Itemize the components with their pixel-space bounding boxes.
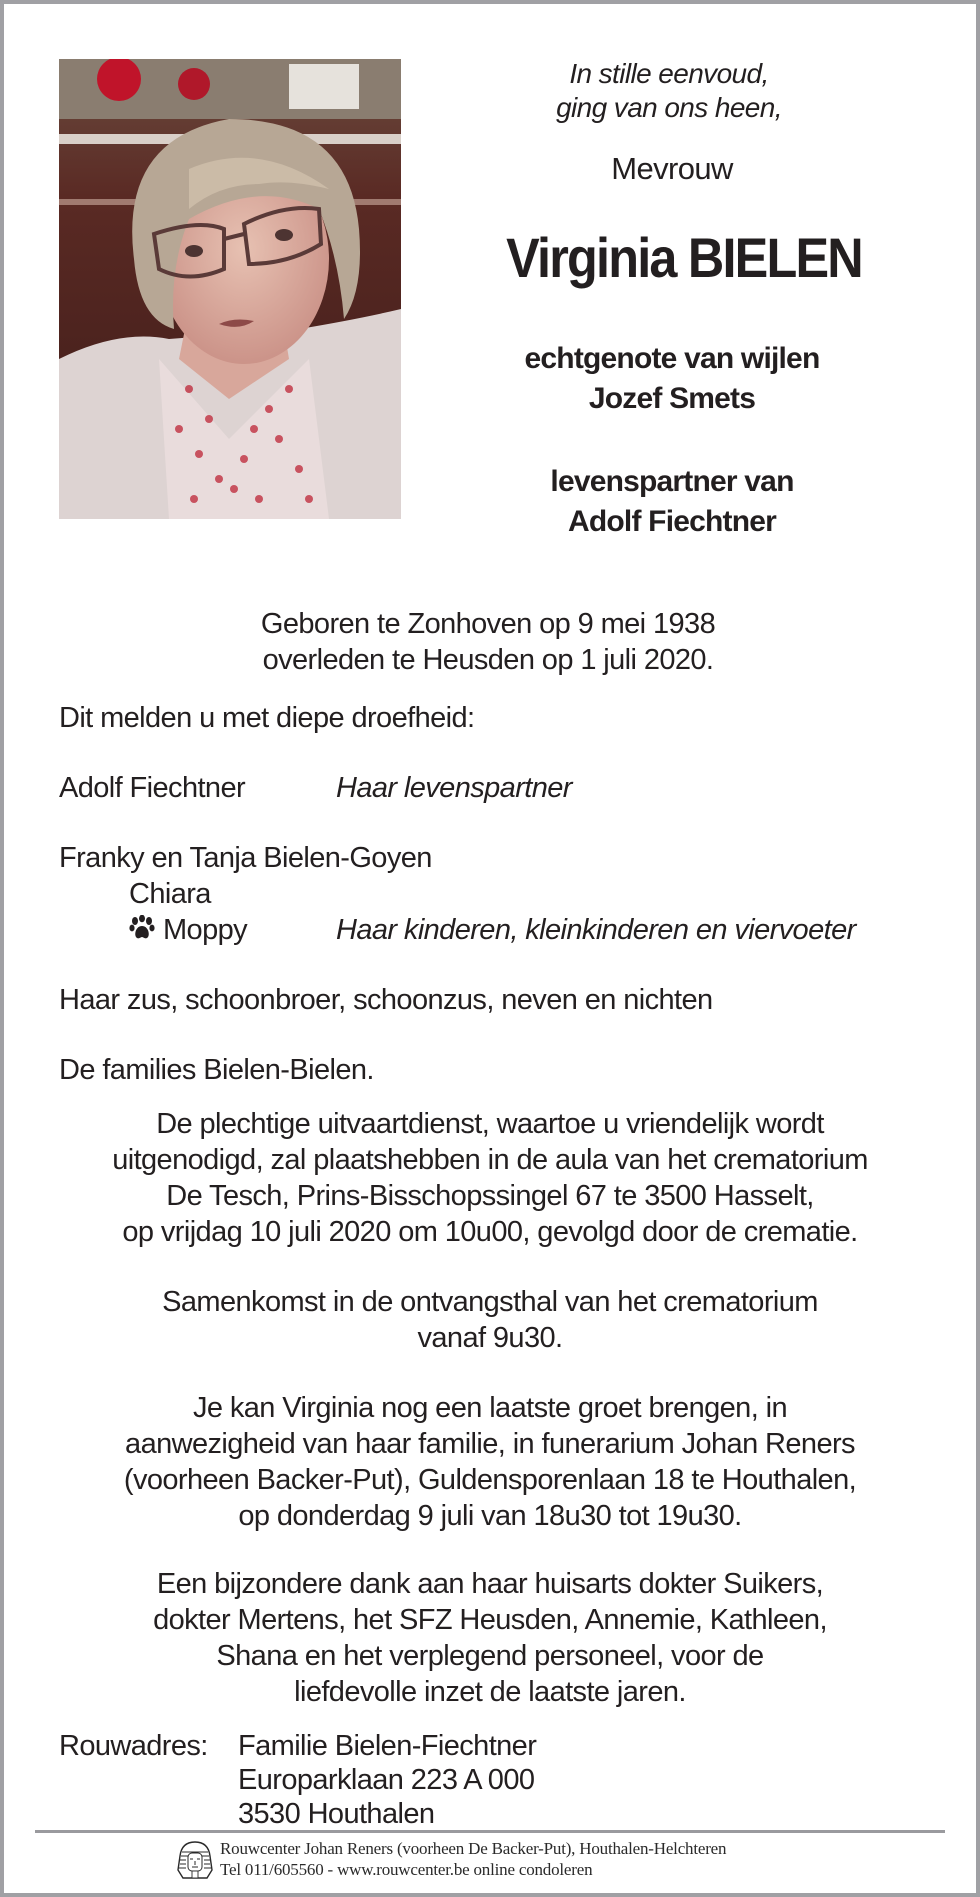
footer-line-2: Tel 011/605560 - www.rouwcenter.be online condoleren	[220, 1860, 593, 1879]
portrait-photo	[59, 59, 401, 519]
gathering-paragraph	[4, 1284, 976, 1356]
address-line: Familie Bielen-Fiechtner	[238, 1730, 537, 1762]
thanks-line: Shana en het verplegend personeel, voor de	[216, 1640, 764, 1672]
paw-icon	[129, 914, 155, 950]
visitation-line: op donderdag 9 juli van 18u30 tot 19u30.	[238, 1500, 742, 1532]
funeral-line: uitgenodigd, zal plaatshebben in de aula van het crematorium	[112, 1144, 868, 1176]
mourner-name: Franky en Tanja Bielen-Goyen	[59, 842, 432, 874]
visitation-line: (voorheen Backer-Put), Guldensporenlaan 18 te Houthalen,	[123, 1464, 857, 1496]
thanks-line: dokter Mertens, het SFZ Heusden, Annemie, Kathleen,	[153, 1604, 827, 1636]
mourner-row-pet	[129, 912, 247, 950]
thanks-line: Een bijzondere dank aan haar huisarts dokter Suikers,	[156, 1568, 824, 1600]
pharaoh-head-icon	[177, 1840, 213, 1885]
thanks-line: liefdevolle inzet de laatste jaren.	[294, 1676, 686, 1708]
spouse-label: echtgenote van wijlen	[524, 342, 820, 375]
visitation-line: aanwezigheid van haar familie, in funerarium Johan Reners	[125, 1428, 855, 1460]
funeral-line: De Tesch, Prins-Bisschopssingel 67 te 3500 Hasselt,	[166, 1180, 814, 1212]
announcement-intro: Dit melden u met diepe droefheid:	[59, 702, 475, 734]
mourner-name: Adolf Fiechtner	[59, 772, 246, 804]
salutation: Mevrouw	[611, 151, 733, 186]
mourner-name: De families Bielen-Bielen.	[59, 1054, 374, 1086]
funeral-line: op vrijdag 10 juli 2020 om 10u00, gevolgd door de crematie.	[122, 1216, 858, 1248]
address-label: Rouwadres:	[59, 1730, 208, 1762]
mourner-name: Haar zus, schoonbroer, schoonzus, neven en nichten	[59, 984, 713, 1016]
mourner-relation: Haar levenspartner	[336, 772, 572, 804]
gathering-line: Samenkomst in de ontvangsthal van het crematorium	[162, 1286, 818, 1318]
deceased-name: Virginia BIELEN	[506, 226, 862, 289]
address-line: Europarklaan 223 A 000	[238, 1764, 535, 1796]
partner-name: Adolf Fiechtner	[567, 505, 777, 538]
funeral-line: De plechtige uitvaartdienst, waartoe u vriendelijk wordt	[156, 1108, 824, 1140]
mourner-name: Moppy	[163, 914, 248, 946]
partner-label: levenspartner van	[550, 465, 794, 498]
visitation-line: Je kan Virginia nog een laatste groet brengen, in	[192, 1392, 787, 1424]
spouse-name: Jozef Smets	[588, 382, 756, 415]
visitation-paragraph	[4, 1390, 976, 1534]
death-line: overleden te Heusden op 1 juli 2020.	[262, 644, 714, 676]
address-line: 3530 Houthalen	[238, 1798, 435, 1830]
gathering-line: vanaf 9u30.	[417, 1322, 563, 1354]
obituary-card	[4, 4, 976, 1893]
mourner-name: Chiara	[129, 878, 211, 910]
portrait-image	[59, 59, 401, 519]
intro-line-1: In stille eenvoud,	[569, 58, 769, 89]
thanks-paragraph	[4, 1566, 976, 1710]
birth-line: Geboren te Zonhoven op 9 mei 1938	[260, 608, 716, 640]
footer-divider	[35, 1830, 945, 1833]
funeral-paragraph	[4, 1106, 976, 1250]
intro-line-2: ging van ons heen,	[556, 92, 782, 123]
footer-line-1: Rouwcenter Johan Reners (voorheen De Backer-Put), Houthalen-Helchteren	[220, 1839, 727, 1858]
mourner-relation: Haar kinderen, kleinkinderen en viervoeter	[336, 914, 856, 946]
